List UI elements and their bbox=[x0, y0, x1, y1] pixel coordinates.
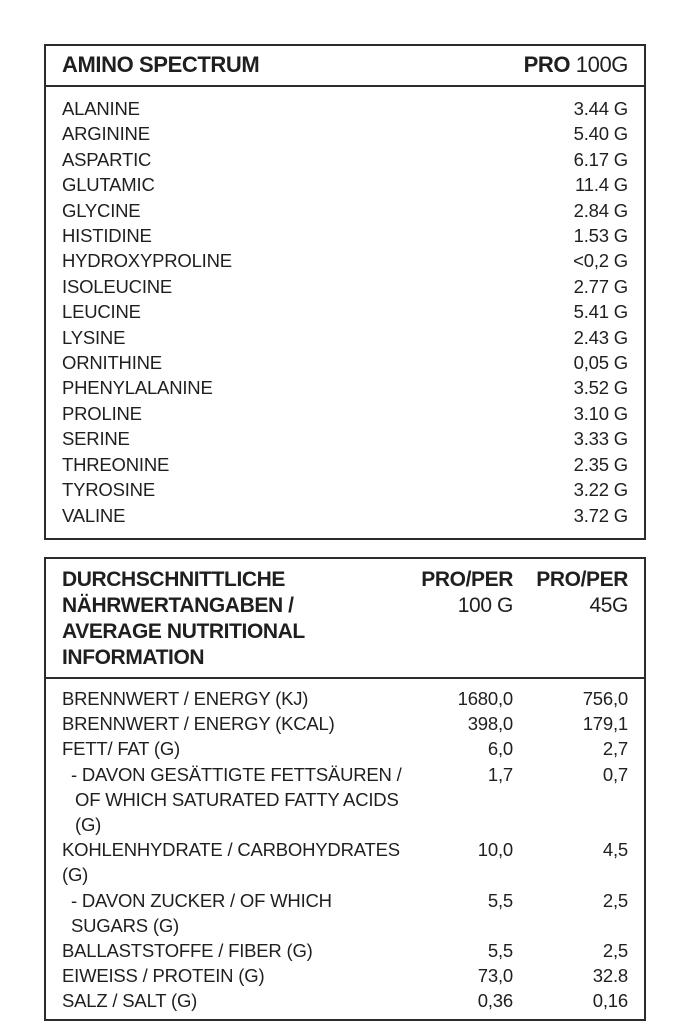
nutrition-label: - DAVON GESÄTTIGTE FETTSÄUREN / bbox=[71, 763, 402, 785]
amino-value: 11.4 G bbox=[575, 174, 628, 196]
amino-value: 5.41 G bbox=[573, 301, 628, 323]
amino-unit-bold: PRO bbox=[523, 52, 571, 77]
amino-label: SERINE bbox=[62, 428, 130, 450]
nutrition-row bbox=[62, 988, 628, 1013]
nutrition-row bbox=[62, 938, 628, 963]
amino-row bbox=[62, 452, 628, 477]
nutrition-row bbox=[62, 837, 628, 887]
nutrition-table-title bbox=[62, 567, 413, 671]
amino-value: 6.17 G bbox=[573, 148, 628, 170]
nutrition-table-header bbox=[46, 559, 644, 679]
value-per100: 10,0 bbox=[477, 839, 513, 861]
per45-sub: 45G bbox=[589, 593, 628, 617]
nutrition-row bbox=[62, 711, 628, 736]
amino-row bbox=[62, 172, 628, 197]
amino-row bbox=[62, 503, 628, 528]
amino-label: LEUCINE bbox=[62, 301, 141, 323]
nutrition-row bbox=[62, 963, 628, 988]
amino-table-body bbox=[46, 87, 644, 538]
amino-label: THREONINE bbox=[62, 453, 170, 475]
nutrition-row bbox=[62, 686, 628, 711]
amino-value: 3.44 G bbox=[573, 98, 628, 119]
amino-label: ARGININE bbox=[62, 123, 150, 145]
amino-row bbox=[62, 223, 628, 248]
amino-label: LYSINE bbox=[62, 326, 126, 348]
per100-sub: 100 G bbox=[457, 593, 513, 617]
amino-row bbox=[62, 325, 628, 350]
value-per45: 2,5 bbox=[602, 939, 628, 961]
amino-row bbox=[62, 350, 628, 375]
amino-row bbox=[62, 375, 628, 400]
value-per45: 756,0 bbox=[582, 687, 628, 709]
value-per45: 0,16 bbox=[592, 990, 628, 1012]
amino-value: 3.10 G bbox=[573, 402, 628, 424]
nutrition-label: FETT/ FAT (G) bbox=[62, 738, 180, 760]
value-per100: 1,7 bbox=[487, 763, 513, 785]
amino-label: HYDROXYPROLINE bbox=[62, 250, 232, 272]
amino-row bbox=[62, 477, 628, 502]
per45-head: PRO/PER bbox=[536, 567, 628, 591]
amino-value: 2.43 G bbox=[573, 326, 628, 348]
amino-value: 5.40 G bbox=[573, 123, 628, 145]
amino-spectrum-table bbox=[44, 44, 646, 540]
nutrition-row bbox=[62, 888, 628, 938]
amino-label: PHENYLALANINE bbox=[62, 377, 213, 399]
value-per45: 0,7 bbox=[602, 763, 628, 785]
amino-row bbox=[62, 147, 628, 172]
nutrition-title-line: DURCHSCHNITTLICHE bbox=[62, 567, 286, 591]
amino-row bbox=[62, 198, 628, 223]
nutrition-label: OF WHICH SATURATED FATTY ACIDS (G) bbox=[75, 788, 399, 835]
value-per100: 5,5 bbox=[487, 889, 513, 911]
amino-unit-rest: 100G bbox=[575, 52, 628, 77]
amino-table-title: AMINO SPECTRUM bbox=[62, 52, 260, 77]
amino-value: 1.53 G bbox=[573, 225, 628, 247]
value-per100: 398,0 bbox=[467, 713, 513, 735]
amino-row bbox=[62, 274, 628, 299]
value-per100 bbox=[413, 787, 513, 837]
nutrition-label: EIWEISS / PROTEIN (G) bbox=[62, 965, 265, 987]
amino-label: ORNITHINE bbox=[62, 352, 162, 374]
nutrition-table-body bbox=[46, 679, 644, 1019]
amino-value: 2.84 G bbox=[573, 199, 628, 221]
nutrition-col-per45-header bbox=[513, 567, 628, 671]
value-per45: 32.8 bbox=[592, 965, 628, 987]
value-per45 bbox=[513, 787, 628, 837]
amino-value: 2.35 G bbox=[573, 453, 628, 475]
amino-row bbox=[62, 401, 628, 426]
amino-label: VALINE bbox=[62, 504, 126, 526]
amino-value: 3.33 G bbox=[573, 428, 628, 450]
amino-value: 0,05 G bbox=[573, 352, 628, 374]
nutrition-title-line: INFORMATION bbox=[62, 645, 205, 669]
value-per45: 4,5 bbox=[602, 839, 628, 861]
nutrition-title-line: NÄHRWERTANGABEN / bbox=[62, 593, 294, 617]
value-per45: 2,7 bbox=[602, 738, 628, 760]
amino-row bbox=[62, 121, 628, 146]
amino-label: PROLINE bbox=[62, 402, 142, 424]
value-per45: 2,5 bbox=[602, 889, 628, 911]
nutrition-label: - DAVON ZUCKER / OF WHICH SUGARS (G) bbox=[71, 889, 332, 936]
value-per100: 5,5 bbox=[487, 939, 513, 961]
value-per100: 6,0 bbox=[487, 738, 513, 760]
nutrition-row bbox=[62, 736, 628, 761]
amino-row bbox=[62, 426, 628, 451]
nutrition-label: KOHLENHYDRATE / CARBOHYDRATES (G) bbox=[62, 839, 400, 886]
amino-table-header bbox=[46, 46, 644, 87]
value-per100: 0,36 bbox=[477, 990, 513, 1012]
nutrition-table bbox=[44, 557, 646, 1021]
amino-value: <0,2 G bbox=[573, 250, 628, 272]
amino-table-unit bbox=[524, 52, 628, 78]
amino-label: ISOLEUCINE bbox=[62, 275, 173, 297]
amino-row bbox=[62, 248, 628, 273]
amino-value: 3.52 G bbox=[573, 377, 628, 399]
nutrition-col-per100-header bbox=[413, 567, 513, 671]
nutrition-label: BALLASTSTOFFE / FIBER (G) bbox=[62, 939, 313, 961]
nutrition-row bbox=[62, 762, 628, 787]
per100-head: PRO/PER bbox=[421, 567, 513, 591]
amino-label: GLUTAMIC bbox=[62, 174, 155, 196]
value-per100: 1680,0 bbox=[457, 687, 513, 709]
amino-label: ALANINE bbox=[62, 98, 140, 119]
amino-row bbox=[62, 96, 628, 121]
amino-label: ASPARTIC bbox=[62, 148, 152, 170]
amino-label: HISTIDINE bbox=[62, 225, 152, 247]
amino-label: TYROSINE bbox=[62, 479, 155, 501]
nutrition-row bbox=[62, 787, 628, 837]
amino-value: 3.72 G bbox=[573, 504, 628, 526]
amino-row bbox=[62, 299, 628, 324]
nutrition-label: SALZ / SALT (G) bbox=[62, 990, 198, 1012]
amino-value: 3.22 G bbox=[573, 479, 628, 501]
amino-label: GLYCINE bbox=[62, 199, 141, 221]
value-per45: 179,1 bbox=[582, 713, 628, 735]
nutrition-title-line: AVERAGE NUTRITIONAL bbox=[62, 619, 305, 643]
value-per100: 73,0 bbox=[477, 965, 513, 987]
amino-value: 2.77 G bbox=[573, 275, 628, 297]
nutrition-label: BRENNWERT / ENERGY (KJ) bbox=[62, 687, 309, 709]
nutrition-label: BRENNWERT / ENERGY (KCAL) bbox=[62, 713, 335, 735]
